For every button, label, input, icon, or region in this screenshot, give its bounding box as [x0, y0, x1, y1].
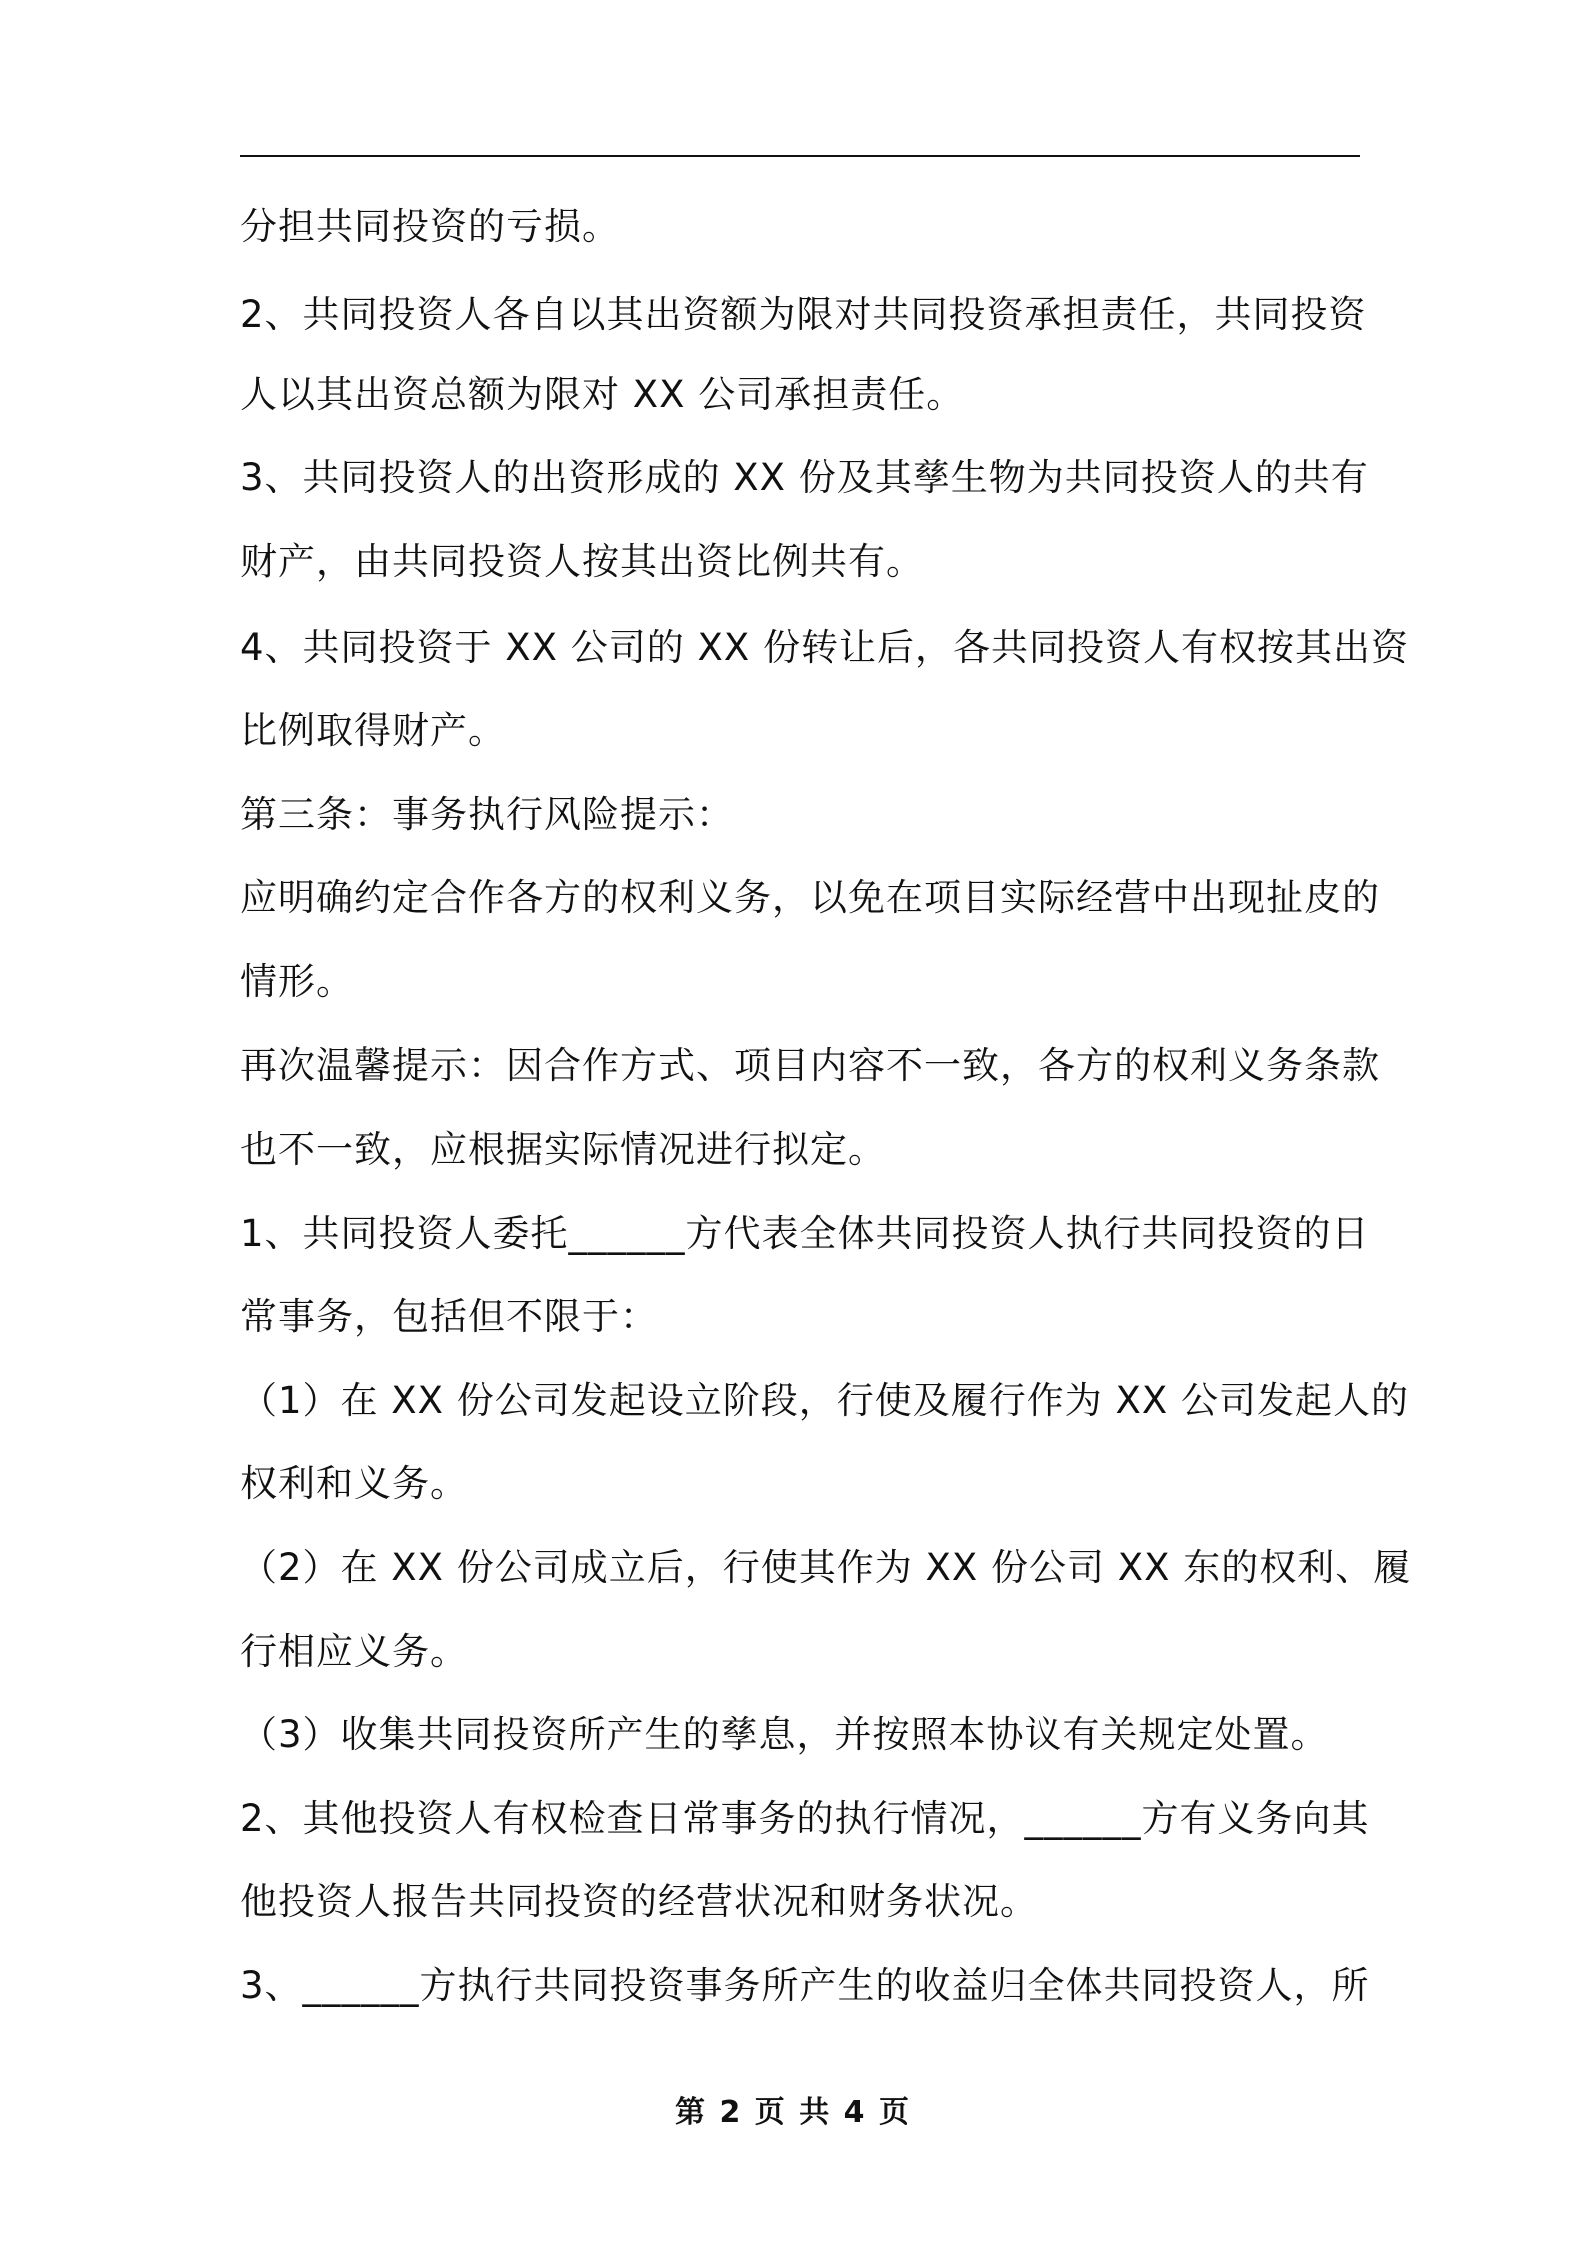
text-line: 3、______方执行共同投资事务所产生的收益归全体共同投资人，所: [240, 1964, 1370, 2007]
text-line: 第三条：事务执行风险提示：: [240, 793, 734, 836]
text-line: 财产，由共同投资人按其出资比例共有。: [240, 540, 924, 583]
text-line: （2）在 XX 份公司成立后，行使其作为 XX 份公司 XX 东的权利、履: [240, 1546, 1412, 1589]
text-line: 也不一致，应根据实际情况进行拟定。: [240, 1128, 886, 1171]
text-line: 人以其出资总额为限对 XX 公司承担责任。: [240, 373, 965, 416]
text-line: 1、共同投资人委托______方代表全体共同投资人执行共同投资的日: [240, 1212, 1370, 1255]
text-line: 常事务，包括但不限于：: [240, 1295, 658, 1338]
text-line: 权利和义务。: [240, 1462, 468, 1505]
page-number: 第 2 页 共 4 页: [675, 2095, 911, 2130]
text-line: 行相应义务。: [240, 1630, 468, 1673]
text-line: 3、共同投资人的出资形成的 XX 份及其孳生物为共同投资人的共有: [240, 456, 1369, 499]
text-line: 2、其他投资人有权检查日常事务的执行情况，______方有义务向其: [240, 1797, 1370, 1840]
text-line: （1）在 XX 份公司发起设立阶段，行使及履行作为 XX 公司发起人的: [240, 1379, 1409, 1422]
text-line: 分担共同投资的亏损。: [240, 205, 620, 248]
text-line: 4、共同投资于 XX 公司的 XX 份转让后，各共同投资人有权按其出资: [240, 626, 1409, 669]
text-line: 他投资人报告共同投资的经营状况和财务状况。: [240, 1880, 1038, 1923]
text-line: 比例取得财产。: [240, 709, 506, 752]
text-line: 2、共同投资人各自以其出资额为限对共同投资承担责任，共同投资: [240, 293, 1367, 336]
text-line: 应明确约定合作各方的权利义务，以免在项目实际经营中出现扯皮的: [240, 876, 1380, 919]
text-line: 再次温馨提示：因合作方式、项目内容不一致，各方的权利义务条款: [240, 1044, 1380, 1087]
text-line: （3）收集共同投资所产生的孳息，并按照本协议有关规定处置。: [240, 1713, 1329, 1756]
text-line: 情形。: [240, 960, 354, 1003]
header-rule: [240, 155, 1360, 157]
